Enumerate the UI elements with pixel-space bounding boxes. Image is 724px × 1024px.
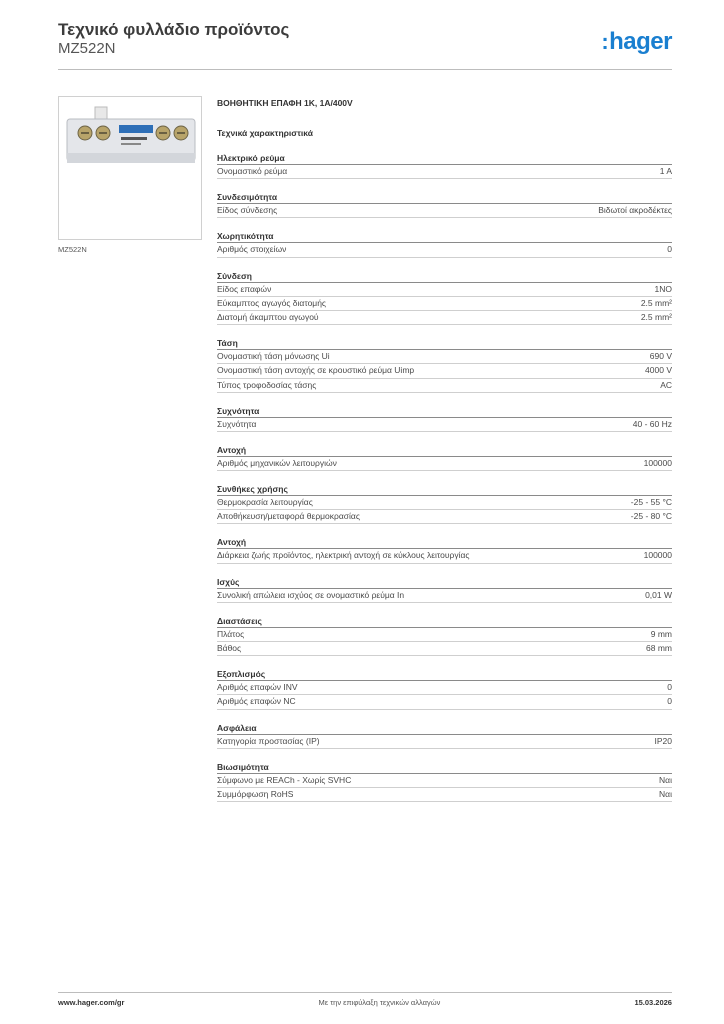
spec-value: 100000 bbox=[643, 550, 672, 561]
section-title: Διαστάσεις bbox=[217, 615, 672, 628]
footer-note: Με την επιφύλαξη τεχνικών αλλαγών bbox=[318, 998, 441, 1007]
spec-row bbox=[217, 457, 672, 471]
spec-section bbox=[217, 576, 672, 603]
spec-value: -25 - 80 °C bbox=[630, 511, 672, 522]
spec-label: Αποθήκευση/μεταφορά θερμοκρασίας bbox=[217, 511, 360, 522]
section-title: Συνδεσιμότητα bbox=[217, 191, 672, 204]
product-image-graphic bbox=[59, 97, 201, 239]
spec-label: Αριθμός μηχανικών λειτουργιών bbox=[217, 457, 337, 468]
spec-row bbox=[217, 243, 672, 257]
spec-label: Ονομαστική τάση μόνωσης Ui bbox=[217, 351, 330, 362]
spec-section bbox=[217, 337, 672, 393]
spec-section bbox=[217, 152, 672, 179]
spec-row bbox=[217, 418, 672, 432]
spec-label: Διατομή άκαμπτου αγωγού bbox=[217, 311, 319, 322]
spec-section bbox=[217, 615, 672, 656]
spec-label: Κατηγορία προστασίας (IP) bbox=[217, 735, 320, 746]
spec-value: Ναι bbox=[659, 788, 672, 799]
hager-logo[interactable] bbox=[601, 28, 672, 56]
spec-row bbox=[217, 695, 672, 709]
spec-value: Βιδωτοί ακροδέκτες bbox=[598, 205, 672, 216]
spec-section bbox=[217, 483, 672, 524]
spec-row bbox=[217, 628, 672, 642]
spec-value: 40 - 60 Hz bbox=[632, 418, 672, 429]
spec-row bbox=[217, 364, 672, 378]
spec-label: Αριθμός επαφών NC bbox=[217, 696, 296, 707]
spec-value: 0 bbox=[667, 244, 672, 255]
spec-label: Τύπος τροφοδοσίας τάσης bbox=[217, 379, 317, 390]
spec-value: AC bbox=[660, 379, 672, 390]
spec-value: IP20 bbox=[654, 735, 672, 746]
section-title: Αντοχή bbox=[217, 444, 672, 457]
spec-value: 100000 bbox=[643, 457, 672, 468]
spec-value: 1 A bbox=[659, 166, 672, 176]
section-title: Εξοπλισμός bbox=[217, 668, 672, 681]
section-title: Τάση bbox=[217, 337, 672, 350]
spec-value: 1NO bbox=[654, 283, 672, 294]
section-title: Ισχύς bbox=[217, 576, 672, 589]
spec-section bbox=[217, 536, 672, 563]
section-title: Ασφάλεια bbox=[217, 722, 672, 735]
spec-row bbox=[217, 735, 672, 749]
section-title: Ηλεκτρικό ρεύμα bbox=[217, 152, 672, 165]
spec-row bbox=[217, 589, 672, 603]
spec-section bbox=[217, 405, 672, 432]
product-name: ΒΟΗΘΗΤΙΚΗ ΕΠΑΦΗ 1Κ, 1Α/400V bbox=[217, 98, 353, 108]
spec-row bbox=[217, 204, 672, 218]
section-title: Βιωσιμότητα bbox=[217, 761, 672, 774]
spec-section bbox=[217, 761, 672, 802]
document-subtitle: MZ522N bbox=[58, 40, 116, 57]
spec-row bbox=[217, 681, 672, 695]
spec-section bbox=[217, 230, 672, 257]
spec-row bbox=[217, 311, 672, 325]
product-caption: MZ522N bbox=[58, 245, 87, 254]
spec-label: Ονομαστικό ρεύμα bbox=[217, 166, 288, 176]
spec-section bbox=[217, 270, 672, 326]
spec-label: Βάθος bbox=[217, 643, 242, 653]
spec-label: Εύκαμπτος αγωγός διατομής bbox=[217, 297, 327, 308]
spec-section bbox=[217, 191, 672, 218]
spec-value: -25 - 55 °C bbox=[630, 497, 672, 508]
spec-label: Θερμοκρασία λειτουργίας bbox=[217, 497, 313, 508]
document-title: Τεχνικό φυλλάδιο προϊόντος bbox=[58, 20, 290, 39]
spec-label: Ονομαστική τάση αντοχής σε κρουστικό ρεύμα Uimp bbox=[217, 365, 415, 376]
spec-value: 2.5 mm² bbox=[640, 297, 672, 308]
spec-label: Αριθμός επαφών INV bbox=[217, 682, 298, 693]
spec-label: Είδος σύνδεσης bbox=[217, 205, 278, 216]
spec-content bbox=[217, 98, 672, 802]
spec-section bbox=[217, 668, 672, 709]
spec-row bbox=[217, 283, 672, 297]
spec-section bbox=[217, 444, 672, 471]
spec-row bbox=[217, 774, 672, 788]
document-footer bbox=[58, 992, 672, 1012]
spec-row bbox=[217, 165, 672, 179]
spec-value: 0,01 W bbox=[645, 589, 672, 600]
spec-row bbox=[217, 510, 672, 524]
section-title: Αντοχή bbox=[217, 536, 672, 549]
footer-url-link[interactable]: www.hager.com/gr bbox=[58, 998, 125, 1007]
spec-row bbox=[217, 379, 672, 393]
spec-row bbox=[217, 350, 672, 364]
section-title: Σύνδεση bbox=[217, 270, 672, 283]
spec-label: Σύμφωνο με REACh - Χωρίς SVHC bbox=[217, 774, 352, 785]
spec-row bbox=[217, 297, 672, 311]
spec-value: Ναι bbox=[659, 774, 672, 785]
spec-value: 4000 V bbox=[645, 365, 672, 376]
spec-label: Αριθμός στοιχείων bbox=[217, 244, 287, 255]
spec-label: Διάρκεια ζωής προϊόντος, ηλεκτρική αντοχή σε κύκλους λειτουργίας bbox=[217, 550, 470, 561]
spec-row bbox=[217, 496, 672, 510]
section-title: Χωρητικότητα bbox=[217, 230, 672, 243]
spec-value: 0 bbox=[667, 682, 672, 693]
spec-label: Συχνότητα bbox=[217, 418, 257, 429]
spec-label: Συνολική απώλεια ισχύος σε ονομαστικό ρεύμα In bbox=[217, 589, 405, 600]
spec-label: Είδος επαφών bbox=[217, 283, 272, 294]
spec-row bbox=[217, 788, 672, 802]
spec-value: 690 V bbox=[649, 351, 672, 362]
spec-sections bbox=[217, 152, 672, 802]
section-title: Συνθήκες χρήσης bbox=[217, 483, 672, 496]
spec-value: 2.5 mm² bbox=[640, 311, 672, 322]
spec-row bbox=[217, 549, 672, 563]
logo-colon-icon: : bbox=[601, 29, 609, 54]
footer-date: 15.03.2026 bbox=[634, 998, 672, 1007]
spec-label: Πλάτος bbox=[217, 628, 245, 639]
spec-value: 68 mm bbox=[646, 643, 672, 653]
product-image bbox=[58, 96, 202, 240]
spec-value: 9 mm bbox=[650, 628, 672, 639]
document-header bbox=[58, 20, 672, 70]
tech-heading: Τεχνικά χαρακτηριστικά bbox=[217, 128, 313, 138]
spec-row bbox=[217, 642, 672, 656]
spec-section bbox=[217, 722, 672, 749]
logo-text: hager bbox=[609, 28, 672, 55]
section-title: Συχνότητα bbox=[217, 405, 672, 418]
spec-label: Συμμόρφωση RoHS bbox=[217, 788, 294, 799]
spec-value: 0 bbox=[667, 696, 672, 707]
